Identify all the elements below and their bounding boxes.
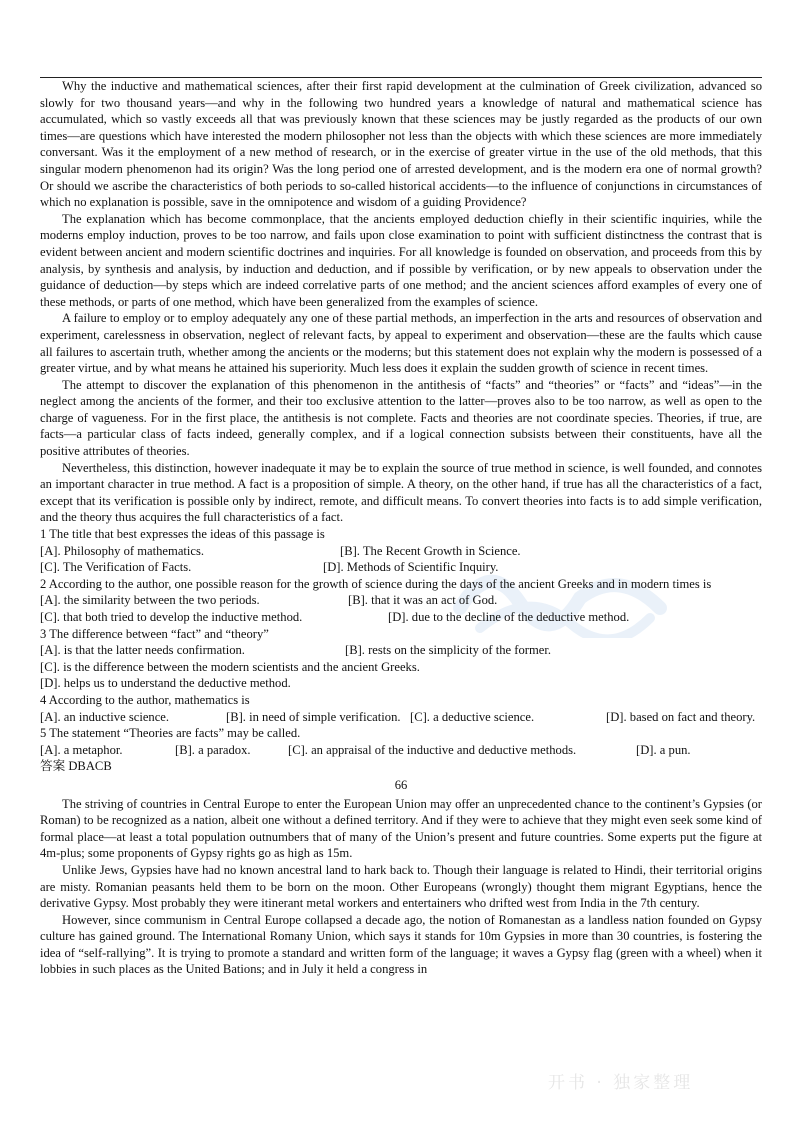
question-5-option-b: [B]. a paradox. (175, 742, 251, 757)
question-1-options-row-1 (40, 543, 762, 560)
question-2-stem: 2 According to the author, one possible reason for the growth of science during the days of the ancient Greeks and in modern times is (40, 576, 712, 591)
question-5-option-c: [C]. an appraisal of the inductive and deductive methods. (288, 742, 577, 757)
question-4-option-a: [A]. an inductive science. (40, 709, 170, 724)
question-2-options-row-2 (40, 609, 762, 626)
question-1-option-b: [B]. The Recent Growth in Science. (340, 543, 521, 558)
question-3-options-row-1 (40, 642, 762, 659)
question-3-option-a: [A]. is that the latter needs confirmation. (40, 643, 245, 658)
question-2-option-b: [B]. that it was an act of God. (348, 593, 498, 608)
question-1-options-row-2 (40, 559, 762, 576)
question-4-stem: 4 According to the author, mathematics is (40, 692, 250, 707)
passage-paragraph-2: The explanation which has become commonplace, that the ancients employed deduction chiefly in their scientific inquiries, while the moderns employ induction, proves to be too narrow, and fails upon close examination to point with sufficient distinctness the contrast that is evident between ancient and modern scientific doctrines and inquiries. For all knowledge is founded on observation, and proceeds from this by analysis, by synthesis and analysis, by induction and deduction, and if possible by verification, or by new appeals to observation under the guidance of deduction—by steps which are indeed correlative parts of one method; and the ancient sciences afford examples of every one of these methods, or parts of one method, which have been generalized from the examples of science. (40, 211, 762, 309)
question-3-option-d: [D]. helps us to understand the deductive method. (40, 676, 291, 691)
question-3-option-b: [B]. rests on the simplicity of the former. (345, 643, 552, 658)
passage-number: 66 (394, 777, 408, 792)
passage-paragraph-3: A failure to employ or to employ adequately any one of these partial methods, an imperfection in the arts and resources of observation and experiment, carelessness in observation, neglect of relevant facts, by appeal to experiment and observation—these are the faults which cause all failures to ascertain truth, whether among the ancients or the moderns; but this statement does not explain why the modern is possessed of a greater virtue, and by what means he attained his superiority. Much less does it explain the sudden growth of science in recent times. (40, 311, 762, 376)
question-2-option-c: [C]. that both tried to develop the inductive method. (40, 610, 303, 624)
document-page (40, 78, 762, 978)
question-4-option-b: [B]. in need of simple verification. (226, 709, 401, 724)
question-1-option-a: [A]. Philosophy of mathematics. (40, 543, 205, 558)
question-2-option-d: [D]. due to the decline of the deductive method. (388, 610, 630, 624)
answer-key: 答案 DBACB (40, 759, 112, 774)
question-1-option-d: [D]. Methods of Scientific Inquiry. (323, 560, 499, 575)
passage-paragraph-4: The attempt to discover the explanation of this phenomenon in the antithesis of “facts” and “theories” or “facts” and “ideas”—in the neglect among the ancients of the former, and their too exclusive attention to the latter—proves also to be too narrow, as well as open to the charge of vagueness. For in the first place, the antithesis is not complete. Facts and theories are not coordinate species. Theories, if true, are facts—a particular class of facts indeed, generally complex, and if a logical connection subsists between their constituents, have all the positive attributes of theories. (40, 377, 762, 459)
passage2-paragraph-1: The striving of countries in Central Europe to enter the European Union may offer an unprecedented chance to the continent’s Gypsies (or Roman) to be recognized as a nation, albeit one without a defined territory. And if they were to achieve that they might even seek some kind of formal place—at least a total population outnumbers that of many of the Union’s present and future countries. Some experts put the figure at 4m-plus; some proponents of Gypsy rights go as high as 15m. (40, 796, 762, 861)
question-5-options-row (40, 742, 762, 759)
question-2-option-a: [A]. the similarity between the two periods. (40, 593, 260, 608)
question-5-stem: 5 The statement “Theories are facts” may be called. (40, 726, 301, 741)
passage-paragraph-5: Nevertheless, this distinction, however inadequate it may be to explain the source of true method in science, is well founded, and connotes an important character in true method. A fact is a proposition of simple. A theory, on the other hand, if true has all the characteristics of a fact, except that its verification is possible only by indirect, remote, and difficult means. To convert theories into facts is to add simple verification, and the theory thus acquires the full characteristics of a fact. (40, 460, 762, 525)
question-4-options-row (40, 709, 762, 726)
footer-watermark-text: 开书 · 独家整理 (548, 1073, 694, 1093)
question-4-option-d: [D]. based on fact and theory. (606, 709, 756, 724)
question-1-stem: 1 The title that best expresses the ideas of this passage is (40, 527, 325, 542)
question-4-option-c: [C]. a deductive science. (410, 709, 535, 724)
passage-paragraph-1: Why the inductive and mathematical sciences, after their first rapid development at the culmination of Greek civilization, advanced so slowly for two thousand years—and why in the following two hundred years a knowledge of natural and mathematical science has accumulated, which so vastly exceeds all that was previously known that these sciences may be justly regarded as the products of our own times—are questions which have interested the modern philosopher not less than the objects with which these sciences are more immediately conversant. Was it the employment of a new method of research, or in the exercise of greater virtue in the use of the old methods, that this singular modern phenomenon had its origin? Was the long period one of arrested development, and is the modern era one of normal growth? Or should we ascribe the characteristics of both periods to so-called historical accidents—to the influence of conjunctions in circumstances of which no explanation is possible, save in the omnipotence and wisdom of a guiding Providence? (40, 79, 762, 210)
passage2-paragraph-3: However, since communism in Central Europe collapsed a decade ago, the notion of Romanestan as a landless nation founded on Gypsy culture has gained ground. The International Romany Union, which says it stands for 10m Gypsies in more than 30 countries, is fostering the idea of “self-rallying”. It is trying to promote a standard and written form of the language; it waves a Gypsy flag (green with a wheel) when it lobbies in such places as the United Bations; and in July it held a congress in (40, 912, 762, 977)
passage2-paragraph-2: Unlike Jews, Gypsies have had no known ancestral land to hark back to. Though their language is related to Hindi, their territorial origins are misty. Romanian peasants held them to be born on the moon. Other Europeans (wrongly) thought them migrant Egyptians, hence the derivative Gypsy. Most probably they were itinerant metal workers and entertainers who drifted west from India in the 7th century. (40, 862, 762, 911)
question-2-options-row-1 (40, 592, 762, 609)
question-5-option-a: [A]. a metaphor. (40, 742, 123, 757)
question-3-option-c: [C]. is the difference between the modern scientists and the ancient Greeks. (40, 659, 420, 674)
question-3-stem: 3 The difference between “fact” and “theory” (40, 626, 269, 641)
question-1-option-c: [C]. The Verification of Facts. (40, 560, 192, 575)
question-5-option-d: [D]. a pun. (636, 742, 691, 757)
